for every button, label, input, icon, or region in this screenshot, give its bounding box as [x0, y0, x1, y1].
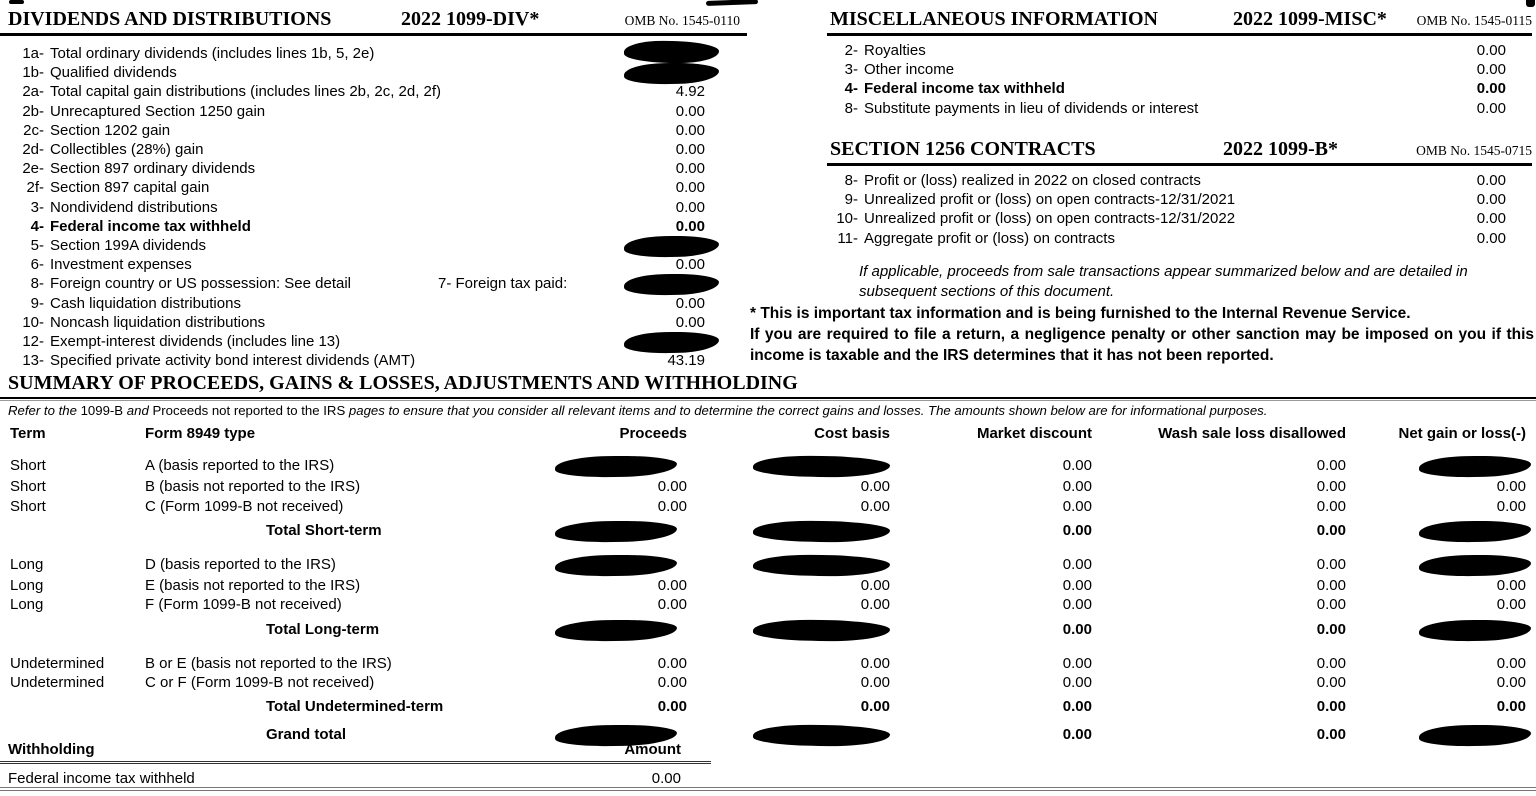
cell-wash-sale: 0.00: [1316, 556, 1346, 574]
line-value: 0.00: [1476, 229, 1506, 247]
line-number: 2c-: [23, 121, 44, 139]
cell-cost-basis: 0.00: [860, 497, 890, 515]
line-item: [0, 236, 747, 255]
line-value: [624, 41, 747, 63]
col-header-proceeds: Proceeds: [619, 425, 687, 442]
cell-net-gain: [1346, 725, 1526, 746]
line-number: 9-: [30, 294, 44, 312]
line-item: [0, 121, 747, 140]
section-title: SECTION 1256 CONTRACTS: [830, 138, 1096, 160]
line-value: 0.00: [675, 313, 705, 331]
line-label: Cash liquidation distributions: [50, 294, 241, 312]
redaction-mark: [1419, 520, 1531, 543]
cell-proceeds: 0.00: [657, 674, 687, 692]
cell-net-gain: 0.00: [1496, 478, 1526, 496]
cell-term: Long: [10, 556, 44, 574]
cell-term: [8, 620, 145, 641]
summary-row: [8, 516, 1526, 542]
col-header-market-discount: Market discount: [976, 425, 1092, 442]
col-header-type: Form 8949 type: [145, 425, 256, 442]
cell-wash-sale: 0.00: [1316, 577, 1346, 595]
section-title: MISCELLANEOUS INFORMATION: [830, 8, 1158, 30]
line-label: Exempt-interest dividends (includes line 13): [50, 333, 341, 351]
cell-net-gain: [1346, 521, 1526, 542]
line-label: Royalties: [864, 42, 926, 59]
section-header: [827, 8, 1532, 36]
cell-wash-sale: 0.00: [1316, 726, 1346, 744]
proceeds-note: If applicable, proceeds from sale transactions appear summarized below and are detailed in subsequent sections of this document.: [859, 263, 1468, 300]
withholding-value: 0.00: [651, 770, 681, 787]
line-item: [0, 41, 747, 63]
cell-form-8949-type: Total Short-term: [266, 521, 382, 539]
divider: [0, 787, 1536, 791]
omb-number: OMB No. 1545-0115: [1416, 13, 1532, 28]
cell-form-8949-type: B or E (basis not reported to the IRS): [145, 654, 392, 672]
line-item: [0, 102, 747, 121]
col-header-cost-basis: Cost basis: [814, 425, 890, 442]
cell-net-gain: 0.00: [1496, 674, 1526, 692]
cell-net-gain: 0.00: [1496, 698, 1526, 716]
section-1256-contracts: [827, 138, 1532, 248]
line-value: 0.00: [1476, 210, 1506, 228]
redaction-mark: [753, 725, 890, 747]
line-sublabel: 7- Foreign tax paid:: [438, 275, 568, 293]
cell-market-discount: 0.00: [1062, 478, 1092, 496]
line-number: 8-: [844, 172, 858, 189]
summary-title: SUMMARY OF PROCEEDS, GAINS & LOSSES, ADJUSTMENTS AND WITHHOLDING: [8, 372, 798, 394]
redaction-mark: [1419, 725, 1531, 748]
cell-cost-basis: [687, 725, 890, 746]
line-label: Section 897 capital gain: [50, 179, 210, 197]
summary-row: [8, 595, 1526, 614]
irs-important-note: [750, 303, 1534, 366]
line-number: 3-: [30, 198, 44, 216]
line-value: [624, 332, 747, 351]
cell-form-8949-type: Grand total: [266, 726, 347, 744]
summary-row: [8, 641, 1526, 673]
line-value: [624, 63, 747, 82]
line-value: 0.00: [675, 160, 705, 178]
cell-proceeds: [385, 456, 687, 477]
cell-market-discount: 0.00: [1062, 577, 1092, 595]
cell-proceeds: [385, 521, 687, 542]
cell-form-8949-type: C (Form 1099-B not received): [145, 497, 344, 515]
section-header: [0, 8, 747, 36]
cell-cost-basis: [687, 555, 890, 576]
line-item: [827, 229, 1532, 248]
line-number: 2e-: [22, 160, 44, 178]
line-item: [0, 198, 747, 217]
summary-table-header: [8, 424, 1526, 443]
cell-proceeds: 0.00: [657, 497, 687, 515]
line-item: [0, 313, 747, 332]
withholding-row: [0, 764, 711, 787]
line-number: 2b-: [22, 102, 44, 120]
cell-market-discount: 0.00: [1062, 521, 1092, 539]
redaction-mark: [1419, 455, 1531, 478]
redaction-mark: [555, 554, 677, 577]
line-number: 8-: [844, 99, 858, 117]
cell-cost-basis: 0.00: [860, 596, 890, 614]
line-value: 0.00: [1476, 172, 1506, 189]
line-item: [0, 217, 747, 236]
line-item: [0, 274, 747, 293]
section-dividends: [0, 8, 747, 370]
line-value: 0.00: [1476, 61, 1506, 79]
line-label: Qualified dividends: [50, 64, 177, 82]
line-number: 4-: [844, 80, 858, 98]
cell-term: [8, 697, 145, 716]
redaction-mark: [555, 520, 677, 543]
cell-term: Short: [10, 457, 46, 475]
cell-proceeds: 0.00: [657, 577, 687, 595]
disclaimer-part: Proceeds not reported to the IRS: [152, 403, 346, 418]
cell-proceeds: 0.00: [657, 654, 687, 672]
redaction-mark: [1419, 619, 1531, 642]
cell-market-discount: 0.00: [1062, 497, 1092, 515]
line-number: 13-: [22, 352, 44, 370]
dividends-rows: [0, 36, 747, 370]
line-item: [827, 171, 1532, 190]
summary-row: [8, 673, 1526, 692]
summary-row: [8, 477, 1526, 496]
line-item: [827, 190, 1532, 209]
summary-row: [8, 497, 1526, 516]
redaction-mark: [753, 554, 890, 576]
col-header-term: Term: [10, 425, 46, 442]
section-title: DIVIDENDS AND DISTRIBUTIONS: [8, 8, 332, 30]
cell-proceeds: 0.00: [657, 698, 687, 716]
cell-wash-sale: 0.00: [1316, 654, 1346, 672]
line-value: 0.00: [675, 121, 705, 139]
cell-market-discount: 0.00: [1062, 674, 1092, 692]
line-item: [0, 332, 747, 351]
cell-form-8949-type: Total Undetermined-term: [266, 698, 444, 716]
cell-form-8949-type: A (basis reported to the IRS): [145, 457, 335, 475]
cell-form-8949-type: B (basis not reported to the IRS): [145, 478, 361, 496]
line-number: 2-: [844, 42, 858, 59]
cell-form-8949-type: E (basis not reported to the IRS): [145, 577, 361, 595]
cell-cost-basis: 0.00: [860, 654, 890, 672]
cell-form-8949-type: C or F (Form 1099-B not received): [145, 674, 375, 692]
cell-market-discount: 0.00: [1062, 654, 1092, 672]
summary-row: [8, 542, 1526, 576]
cell-cost-basis: 0.00: [860, 577, 890, 595]
withholding-title: Withholding: [8, 741, 95, 758]
line-item: [0, 255, 747, 274]
summary-row: [8, 456, 1526, 477]
line-number: 5-: [30, 237, 44, 255]
omb-number: OMB No. 1545-0715: [1416, 143, 1532, 158]
summary-table: [8, 424, 1526, 747]
disclaimer-part: 1099-B: [80, 403, 124, 418]
cell-wash-sale: 0.00: [1316, 497, 1346, 515]
line-item: [827, 209, 1532, 228]
summary-section-header: [0, 372, 1536, 399]
line-number: 1b-: [22, 64, 44, 82]
cell-net-gain: [1346, 555, 1526, 576]
line-label: Aggregate profit or (loss) on contracts: [864, 229, 1115, 247]
line-label: Noncash liquidation distributions: [50, 313, 266, 331]
cell-proceeds: [385, 555, 687, 576]
summary-row: [8, 692, 1526, 716]
cell-net-gain: [1346, 620, 1526, 641]
cell-term: [8, 521, 145, 542]
line-value: [624, 236, 747, 255]
cell-market-discount: 0.00: [1062, 698, 1092, 716]
irs-note-line1: * This is important tax information and is being furnished to the Internal Revenue Service.: [750, 305, 1411, 322]
cell-form-8949-type: Total Long-term: [266, 620, 380, 638]
form-label: 2022 1099-MISC*: [1233, 8, 1387, 30]
divider: [0, 400, 1536, 401]
scan-artifact: [9, 0, 24, 4]
contracts-rows: [827, 166, 1532, 248]
line-label: Section 897 ordinary dividends: [50, 160, 256, 178]
cell-wash-sale: 0.00: [1316, 674, 1346, 692]
cell-cost-basis: [687, 521, 890, 542]
cell-proceeds: [385, 620, 687, 641]
line-item: [0, 140, 747, 159]
cell-market-discount: 0.00: [1062, 726, 1092, 744]
line-label: Unrealized profit or (loss) on open contracts-12/31/2021: [864, 191, 1236, 209]
line-label: Unrecaptured Section 1250 gain: [50, 102, 266, 120]
cell-wash-sale: 0.00: [1316, 698, 1346, 716]
section-misc: [827, 8, 1532, 118]
redaction-mark: [1419, 554, 1531, 577]
line-label: Foreign country or US possession: See detail: [50, 275, 351, 293]
redaction-mark: [555, 619, 677, 642]
disclaimer-part: and: [123, 403, 153, 418]
line-value: 0.00: [675, 141, 705, 159]
cell-net-gain: 0.00: [1496, 654, 1526, 672]
col-header-net-gain: Net gain or loss(-): [1398, 425, 1526, 442]
cell-cost-basis: [687, 456, 890, 477]
cell-term: Undetermined: [10, 674, 105, 692]
line-item: [0, 351, 747, 370]
cell-net-gain: 0.00: [1496, 596, 1526, 614]
line-number: 10-: [836, 210, 858, 228]
cell-market-discount: 0.00: [1062, 620, 1092, 638]
cell-market-discount: 0.00: [1062, 556, 1092, 574]
line-number: 2a-: [22, 83, 44, 101]
cell-term: Short: [10, 497, 46, 515]
cell-cost-basis: 0.00: [860, 674, 890, 692]
cell-cost-basis: 0.00: [860, 478, 890, 496]
scan-artifact: [1526, 0, 1535, 7]
summary-row: [8, 615, 1526, 641]
cell-wash-sale: 0.00: [1316, 620, 1346, 638]
line-number: 2f-: [26, 179, 44, 197]
irs-note-rest: If you are required to file a return, a negligence penalty or other sanction may be imposed on you if this income is taxable and the IRS determines that it has not been reported.: [750, 326, 1534, 364]
redaction-mark: [753, 619, 890, 641]
line-value: 0.00: [1476, 99, 1506, 117]
cell-term: Short: [10, 478, 46, 496]
line-item: [0, 63, 747, 82]
cell-term: Long: [10, 596, 44, 614]
line-label: Total capital gain distributions (includes lines 2b, 2c, 2d, 2f): [50, 83, 442, 101]
cell-net-gain: [1346, 456, 1526, 477]
redaction-mark: [753, 455, 890, 477]
line-label: Specified private activity bond interest dividends (AMT): [50, 352, 416, 370]
line-label: Collectibles (28%) gain: [50, 141, 204, 159]
line-value: 4.92: [675, 83, 705, 101]
summary-table-body: [8, 456, 1526, 746]
line-item: [0, 159, 747, 178]
line-value: [624, 274, 747, 293]
form-label: 2022 1099-DIV*: [401, 8, 540, 30]
amount-header: Amount: [624, 741, 681, 758]
line-item: [0, 82, 747, 101]
line-label: Federal income tax withheld: [50, 217, 251, 235]
cell-wash-sale: 0.00: [1316, 596, 1346, 614]
withholding-section: [0, 741, 711, 787]
line-value: 43.19: [667, 352, 705, 370]
cell-wash-sale: 0.00: [1316, 478, 1346, 496]
cell-wash-sale: 0.00: [1316, 521, 1346, 539]
line-item: [0, 294, 747, 313]
cell-proceeds: 0.00: [657, 478, 687, 496]
cell-cost-basis: [687, 620, 890, 641]
disclaimer-part: Refer to the: [8, 403, 81, 418]
line-label: Section 199A dividends: [50, 237, 206, 255]
line-label: Profit or (loss) realized in 2022 on closed contracts: [864, 172, 1201, 189]
summary-disclaimer: [8, 403, 1532, 418]
withholding-header: [0, 741, 711, 764]
cell-form-8949-type: D (basis reported to the IRS): [145, 556, 336, 574]
withholding-label: Federal income tax withheld: [8, 770, 195, 787]
line-number: 1a-: [22, 45, 44, 62]
line-number: 10-: [22, 313, 44, 331]
line-number: 2d-: [22, 141, 44, 159]
redaction-mark: [624, 40, 719, 64]
cell-form-8949-type: F (Form 1099-B not received): [145, 596, 342, 614]
line-label: Unrealized profit or (loss) on open contracts-12/31/2022: [864, 210, 1236, 228]
line-label: Federal income tax withheld: [864, 80, 1065, 98]
line-label: Substitute payments in lieu of dividends or interest: [864, 99, 1199, 117]
scan-artifact: [706, 0, 758, 6]
line-value: 0.00: [1476, 80, 1506, 98]
line-number: 4-: [30, 217, 44, 235]
cell-cost-basis: 0.00: [860, 698, 890, 716]
cell-net-gain: 0.00: [1496, 577, 1526, 595]
line-number: 11-: [837, 229, 858, 247]
cell-market-discount: 0.00: [1062, 457, 1092, 475]
line-value: 0.00: [675, 217, 705, 235]
line-item: [827, 79, 1532, 98]
form-label: 2022 1099-B*: [1223, 138, 1338, 160]
line-label: Total ordinary dividends (includes lines 1b, 5, 2e): [50, 45, 375, 62]
cell-net-gain: 0.00: [1496, 497, 1526, 515]
line-value: 0.00: [1476, 42, 1506, 59]
line-value: 0.00: [675, 179, 705, 197]
line-item: [827, 41, 1532, 60]
col-header-wash-sale: Wash sale loss disallowed: [1158, 425, 1346, 442]
section-header: [827, 138, 1532, 166]
line-value: 0.00: [675, 102, 705, 120]
summary-row: [8, 576, 1526, 595]
line-item: [827, 99, 1532, 118]
line-item: [827, 60, 1532, 79]
line-number: 6-: [30, 256, 44, 274]
line-value: 0.00: [1476, 191, 1506, 209]
line-label: Other income: [864, 61, 955, 79]
misc-rows: [827, 36, 1532, 118]
line-label: Section 1202 gain: [50, 121, 171, 139]
cell-term: Undetermined: [10, 654, 105, 672]
line-number: 8-: [30, 275, 44, 293]
redaction-mark: [753, 520, 890, 542]
line-value: 0.00: [675, 294, 705, 312]
line-number: 12-: [22, 333, 44, 351]
line-value: 0.00: [675, 256, 705, 274]
line-value: 0.00: [675, 198, 705, 216]
omb-number: OMB No. 1545-0110: [624, 13, 740, 28]
cell-market-discount: 0.00: [1062, 596, 1092, 614]
line-number: 9-: [844, 191, 858, 209]
cell-proceeds: 0.00: [657, 596, 687, 614]
line-label: Nondividend distributions: [50, 198, 218, 216]
redaction-mark: [555, 455, 677, 478]
cell-term: Long: [10, 577, 44, 595]
disclaimer-part: pages to ensure that you consider all relevant items and to determine the correct gains and losses. The amounts shown below are for informational purposes.: [345, 403, 1268, 418]
cell-wash-sale: 0.00: [1316, 457, 1346, 475]
line-item: [0, 178, 747, 197]
line-number: 3-: [844, 61, 858, 79]
line-label: Investment expenses: [50, 256, 192, 274]
